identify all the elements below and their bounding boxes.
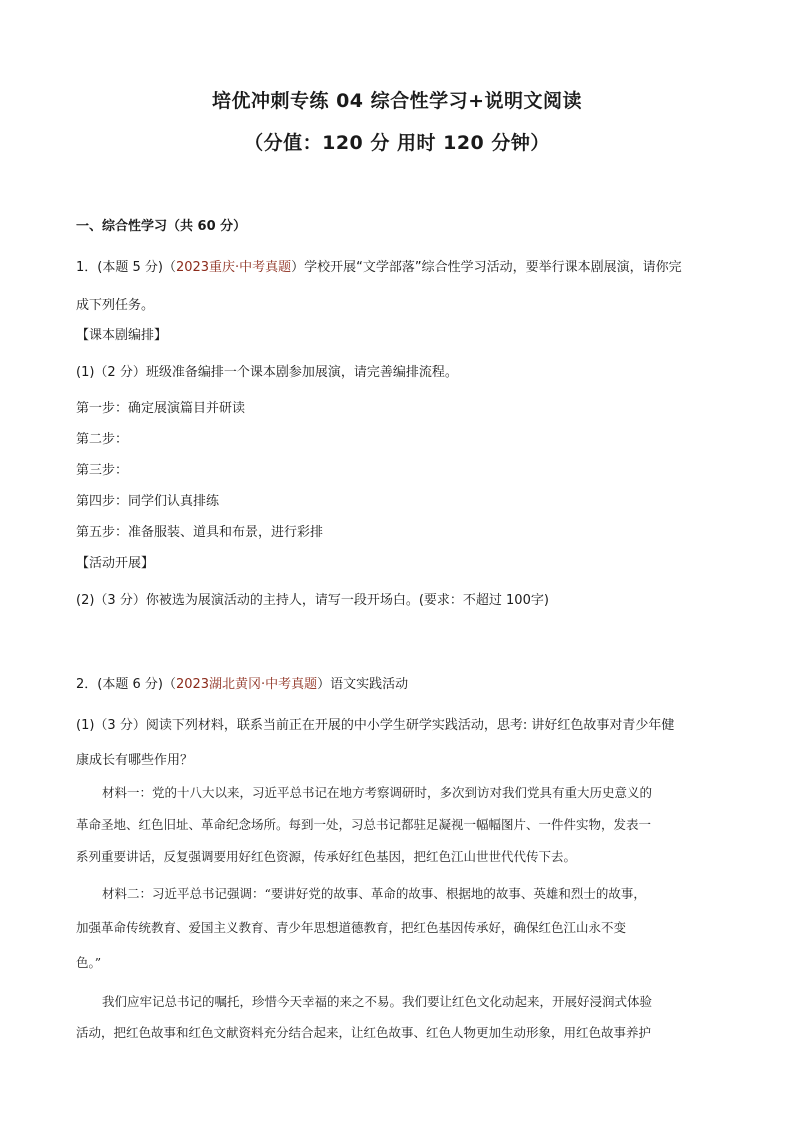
q1-stem-cont: 成下列任务。 (76, 298, 155, 313)
page-subtitle: （分值：120 分 用时 120 分钟） (244, 132, 550, 154)
material2-line-2: 加强革命传统教育、爱国主义教育、青少年思想道德教育，把红色基因传承好，确保红色江山永不变 (76, 920, 627, 935)
q2-stem (76, 673, 408, 692)
section-heading: 一、综合性学习（共 60 分） (76, 219, 247, 234)
q1-bracket-heading-2: 【活动开展】 (76, 556, 155, 571)
material2-line-3: 色。” (76, 955, 102, 970)
page-title: 培优冲刺专练 04 综合性学习+说明文阅读 (211, 90, 583, 112)
q1-prefix: 1．(本题 5 分)（ (76, 260, 176, 275)
q1-suffix: ）学校开展“文学部落”综合性学习活动，要举行课本剧展演，请你完 (291, 260, 682, 275)
material1-line-3: 系列重要讲话，反复强调要用好红色资源，传承好红色基因，把红色江山世世代代传下去。 (76, 849, 577, 864)
material2-line-1: 材料二：习近平总书记强调：“要讲好党的故事、革命的故事、根据地的故事、英雄和烈士的故事， (102, 886, 646, 901)
q1-sub1: (1)（2 分）班级准备编排一个课本剧参加展演，请完善编排流程。 (76, 365, 458, 380)
material1-line-2: 革命圣地、红色旧址、革命纪念场所。每到一处，习总书记都驻足凝视一幅幅图片、一件件实物，发表一 (76, 817, 652, 832)
material3-line-2: 活动，把红色故事和红色文献资料充分结合起来，让红色故事、红色人物更加生动形象，用红色故事养护 (76, 1025, 652, 1040)
q2-sub1-cont: 康成长有哪些作用？ (76, 753, 194, 768)
q1-step-3: 第三步： (76, 463, 129, 478)
q2-sub1: (1)（3 分）阅读下列材料，联系当前正在开展的中小学生研学实践活动，思考: 讲好红色故事对青少年健 (76, 718, 675, 733)
q1-sub2: (2)（3 分）你被选为展演活动的主持人，请写一段开场白。(要求：不超过 100字) (76, 593, 549, 608)
q1-bracket-heading: 【课本剧编排】 (76, 328, 168, 343)
q1-step-4: 第四步：同学们认真排练 (76, 494, 220, 509)
q1-source: 2023重庆·中考真题 (175, 260, 292, 275)
q2-suffix: ）语文实践活动 (317, 677, 409, 692)
q1-step-1: 第一步：确定展演篇目并研读 (76, 401, 246, 416)
material3-line-1: 我们应牢记总书记的嘱托，珍惜今天幸福的来之不易。我们要让红色文化动起来，开展好浸润式体验 (102, 994, 653, 1009)
q2-source: 2023湖北黄冈·中考真题 (175, 677, 318, 692)
q1-step-5: 第五步：准备服装、道具和布景，进行彩排 (76, 525, 324, 540)
q1-step-2: 第二步： (76, 432, 129, 447)
q1-stem (76, 256, 682, 275)
material1-line-1: 材料一：党的十八大以来，习近平总书记在地方考察调研时，多次到访对我们党具有重大历史意义的 (102, 785, 653, 800)
q2-prefix: 2．(本题 6 分)（ (76, 677, 176, 692)
